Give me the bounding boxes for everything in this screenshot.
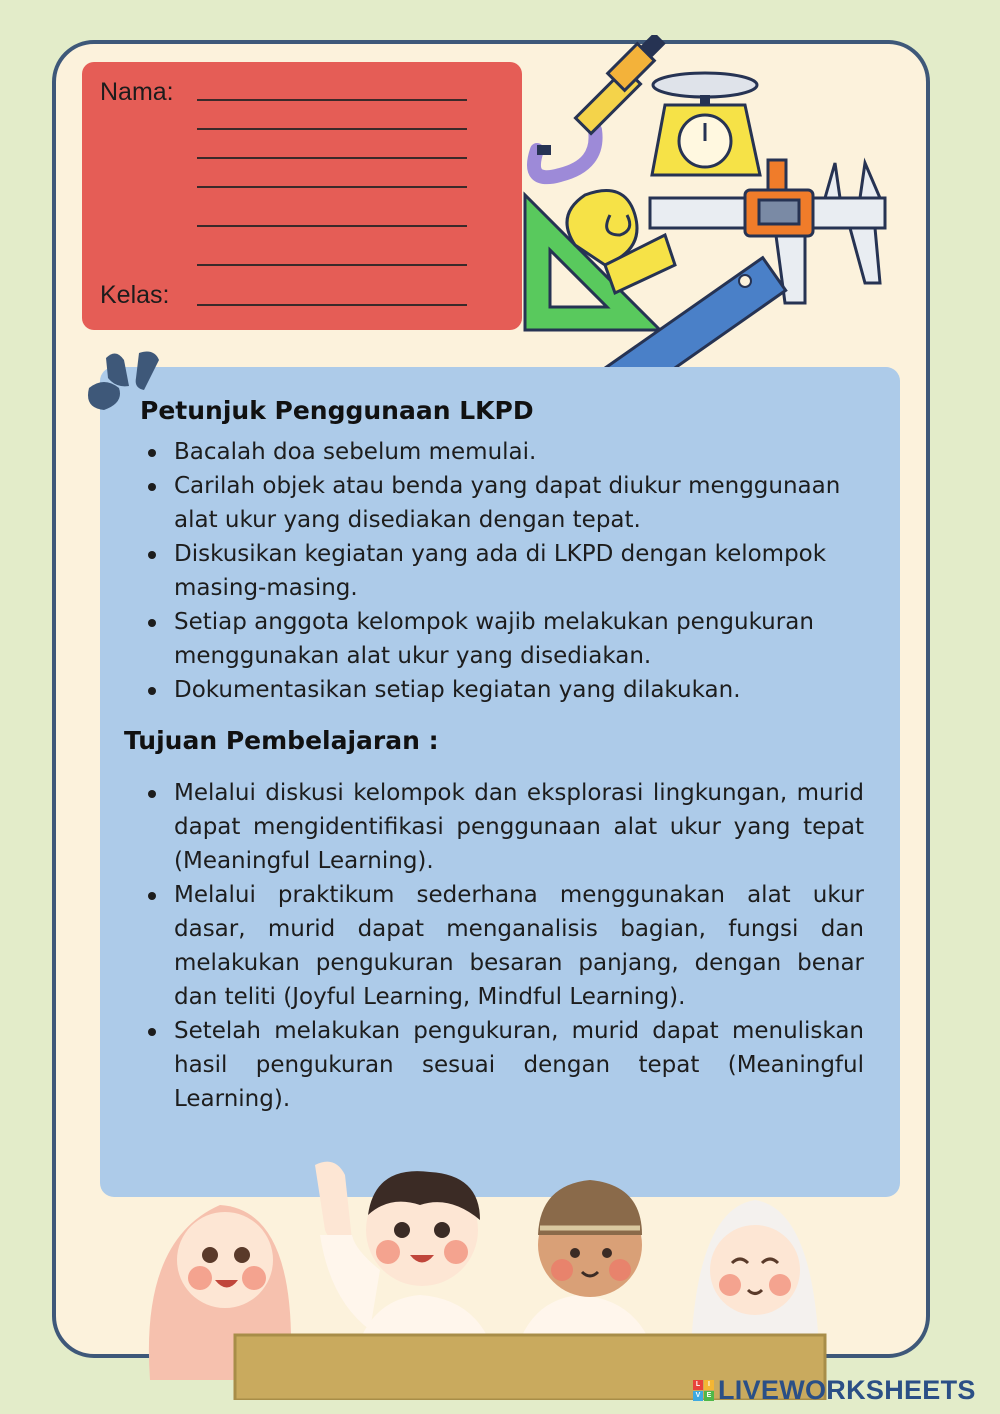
class-label: Kelas: [100, 281, 170, 309]
name-line[interactable] [197, 186, 467, 188]
student-info-box [82, 62, 522, 330]
list-item: Bacalah doa sebelum memulai. [144, 435, 864, 469]
list-item: Carilah objek atau benda yang dapat diukur menggunaan alat ukur yang disediakan dengan tepat. [144, 469, 864, 537]
objectives-title: Tujuan Pembelajaran : [124, 726, 439, 755]
class-line[interactable] [197, 304, 467, 306]
name-line[interactable] [197, 264, 467, 266]
name-line[interactable] [197, 157, 467, 159]
objectives-list [144, 776, 864, 1116]
brand-text: LIVEWORKSHEETS [718, 1374, 976, 1405]
name-label: Nama: [100, 78, 174, 106]
measuring-tools-illustration [515, 35, 895, 415]
list-item: Setelah melakukan pengukuran, murid dapat menuliskan hasil pengukuran sesuai dengan tepat (Meaningful Learning). [144, 1014, 864, 1116]
instructions-list [144, 435, 864, 707]
list-item: Melalui diskusi kelompok dan eksplorasi lingkungan, murid dapat mengidentifikasi penggunaan alat ukur yang tepat (Meaningful Learning). [144, 776, 864, 878]
name-line[interactable] [197, 225, 467, 227]
children-illustration [130, 1150, 860, 1400]
list-item: Melalui praktikum sederhana menggunakan alat ukur dasar, murid dapat menganalisis bagian, fungsi dan melakukan pengukuran besaran panjang, dengan benar dan teliti (Joyful Learning, Mindful Learning). [144, 878, 864, 1014]
brand-mark: L I V E [693, 1380, 714, 1401]
micrometer-icon [534, 35, 666, 177]
instructions-title: Petunjuk Penggunaan LKPD [140, 396, 534, 425]
list-item: Diskusikan kegiatan yang ada di LKPD dengan kelompok masing-masing. [144, 537, 864, 605]
liveworksheets-logo [693, 1374, 976, 1406]
weighing-scale-icon [652, 73, 760, 175]
name-line[interactable] [197, 99, 467, 101]
list-item: Setiap anggota kelompok wajib melakukan pengukuran menggunakan alat ukur yang disediakan. [144, 605, 864, 673]
name-line[interactable] [197, 128, 467, 130]
list-item: Dokumentasikan setiap kegiatan yang dilakukan. [144, 673, 864, 707]
